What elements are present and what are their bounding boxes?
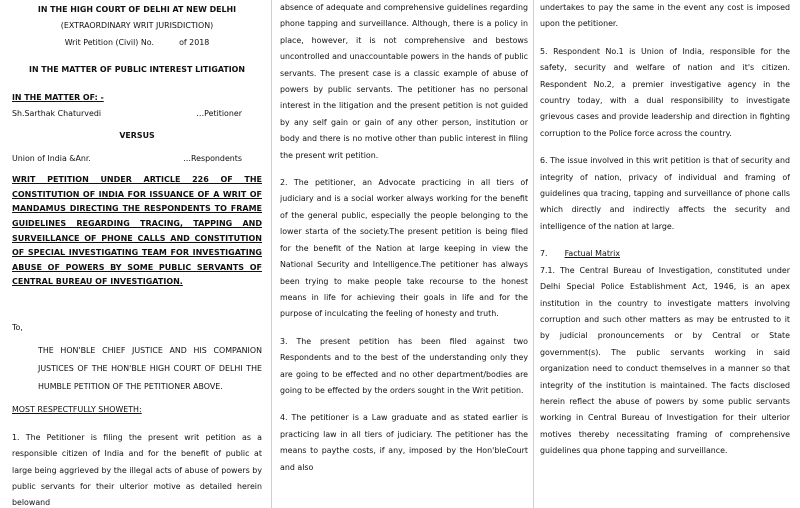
column-divider: [271, 0, 272, 508]
paragraph-7-1: 7.1. The Central Bureau of Investigation, constituted under Delhi Special Police Establishment Act, 1946, is an apex institution in the country to investigate matters involving corruption and such other matters as may be entrusted to it by judicial pronouncements or by Central or State government(s). The public servants working in said organization need to conduct themselves in a manner so that integrity of the institution is maintained. The facts disclosed herein reflect the abuse of powers by some public servants working in Central Bureau of Investigation for their ulterior motives thereby necessitating framing of comprehensive guidelines qua phone tapping and surveillance.: [540, 265, 790, 456]
showeth-heading: MOST RESPECTFULLY SHOWETH:: [12, 405, 142, 415]
paragraph-7-heading: [540, 246, 790, 262]
addressee: To,: [12, 323, 23, 332]
column-1: [12, 0, 262, 508]
versus: VERSUS: [119, 131, 155, 141]
pil-heading: IN THE MATTER OF PUBLIC INTEREST LITIGATION: [29, 65, 245, 75]
petitioner-line: [12, 106, 262, 122]
paragraph-4-continued: undertakes to pay the same in the event any cost is imposed upon the petitioner.: [540, 3, 790, 29]
respondent-line: [12, 151, 262, 167]
column-2: [280, 0, 528, 508]
jurisdiction: (EXTRAORDINARY WRIT JURISDICTION): [60, 21, 214, 31]
petitioner-name: Sh.Sarthak Chaturvedi: [12, 109, 102, 119]
paragraph-3: 3. The present petition has been filed against two Respondents and to the best of the understanding only they are going to be effected and no other department/bodies are going to be effected by the orders sought in the Writ petition.: [280, 336, 528, 395]
column-3: [540, 0, 790, 508]
paragraph-5: 5. Respondent No.1 is Union of India, responsible for the safety, security and welfare of nation and it's citizen. Respondent No.2, a premier investigative agency in the country today, with a dual responsibility to investigate grievous cases and provide leadership and direction in fighting corruption to the Police force across the country.: [540, 46, 790, 138]
respondent-role: …Respondents: [183, 153, 242, 163]
petition-caption: WRIT PETITION UNDER ARTICLE 226 OF THE CONSTITUTION OF INDIA FOR ISSUANCE OF A WRIT OF MANDAMUS DIRECTING THE RESPONDENTS TO FRAME GUIDELINES REGARDING TRACING, TAPPING AND SURVEILLANCE OF PHONE CALLS AND CONSTITUTION OF SPECIAL INVESTIGATING TEAM FOR INVESTIGATING ABUSE OF POWERS BY SOME PUBLIC SERVANTS OF CENTRAL BUREAU OF INVESTIGATION.: [12, 175, 262, 287]
petitioner-role: …Petitioner: [196, 109, 242, 119]
prayer-text: THE HON'BLE CHIEF JUSTICE AND HIS COMPANION JUSTICES OF THE HON'BLE HIGH COURT OF DELHI THE HUMBLE PETITION OF THE PETITIONER ABOVE.: [38, 346, 262, 392]
column-divider: [533, 0, 534, 508]
respondent-name: Union of India &Anr.: [12, 153, 91, 163]
factual-matrix-heading: Factual Matrix: [564, 249, 621, 259]
paragraph-1-continued: absence of adequate and comprehensive guidelines regarding phone tapping and surveillance. Although, there is a policy in place, however, it is not comprehensive and bestows uncontrolled and unaccountable powers in the hands of public servants. The present case is a classic example of abuse of powers by public servants. The petitioner has no personal interest in the litigation and the present petition is not guided by any self gain or gain of any other person, institution or body and there is no motive other than public interest in filing the present writ petition.: [280, 3, 528, 160]
paragraph-6: 6. The issue involved in this writ petition is that of security and integrity of nation, privacy of individual and framing of guidelines qua tracing, tapping and surveillance of phone calls which directly and indirectly affects the security and intelligence of the nation at large.: [540, 156, 790, 231]
petition-number: Writ Petition (Civil) No. of 2018: [64, 37, 210, 47]
paragraph-7-number: 7.: [540, 249, 548, 259]
paragraph-1: 1. The Petitioner is filing the present writ petition as a responsible citizen of India and for the benefit of public at large being aggrieved by the illegal acts of abuse of powers by public servants for their ulterior motive as detailed herein belowand: [12, 432, 262, 508]
matter-of-heading: IN THE MATTER OF: -: [12, 92, 104, 102]
court-name: IN THE HIGH COURT OF DELHI AT NEW DELHI: [37, 5, 237, 14]
paragraph-4: 4. The petitioner is a Law graduate and as stated earlier is practicing law in all tiers of judiciary. The petitioner has the means to paythe costs, if any, imposed by the Hon'bleCourt and also: [280, 413, 528, 472]
paragraph-2: 2. The petitioner, an Advocate practicing in all tiers of judiciary and is a social worker always working for the benefit of the general public, especially the people belonging to the lower starta of the society.The present petition is being filed for the benefit of the Nation at large keeping in view the National Security and Intelligence.The petitioner has always been trying to make people take recourse to the honest means in life for achieving their goals in life and for the purpose of inculcating the feeling of honesty and truth.: [280, 178, 528, 319]
